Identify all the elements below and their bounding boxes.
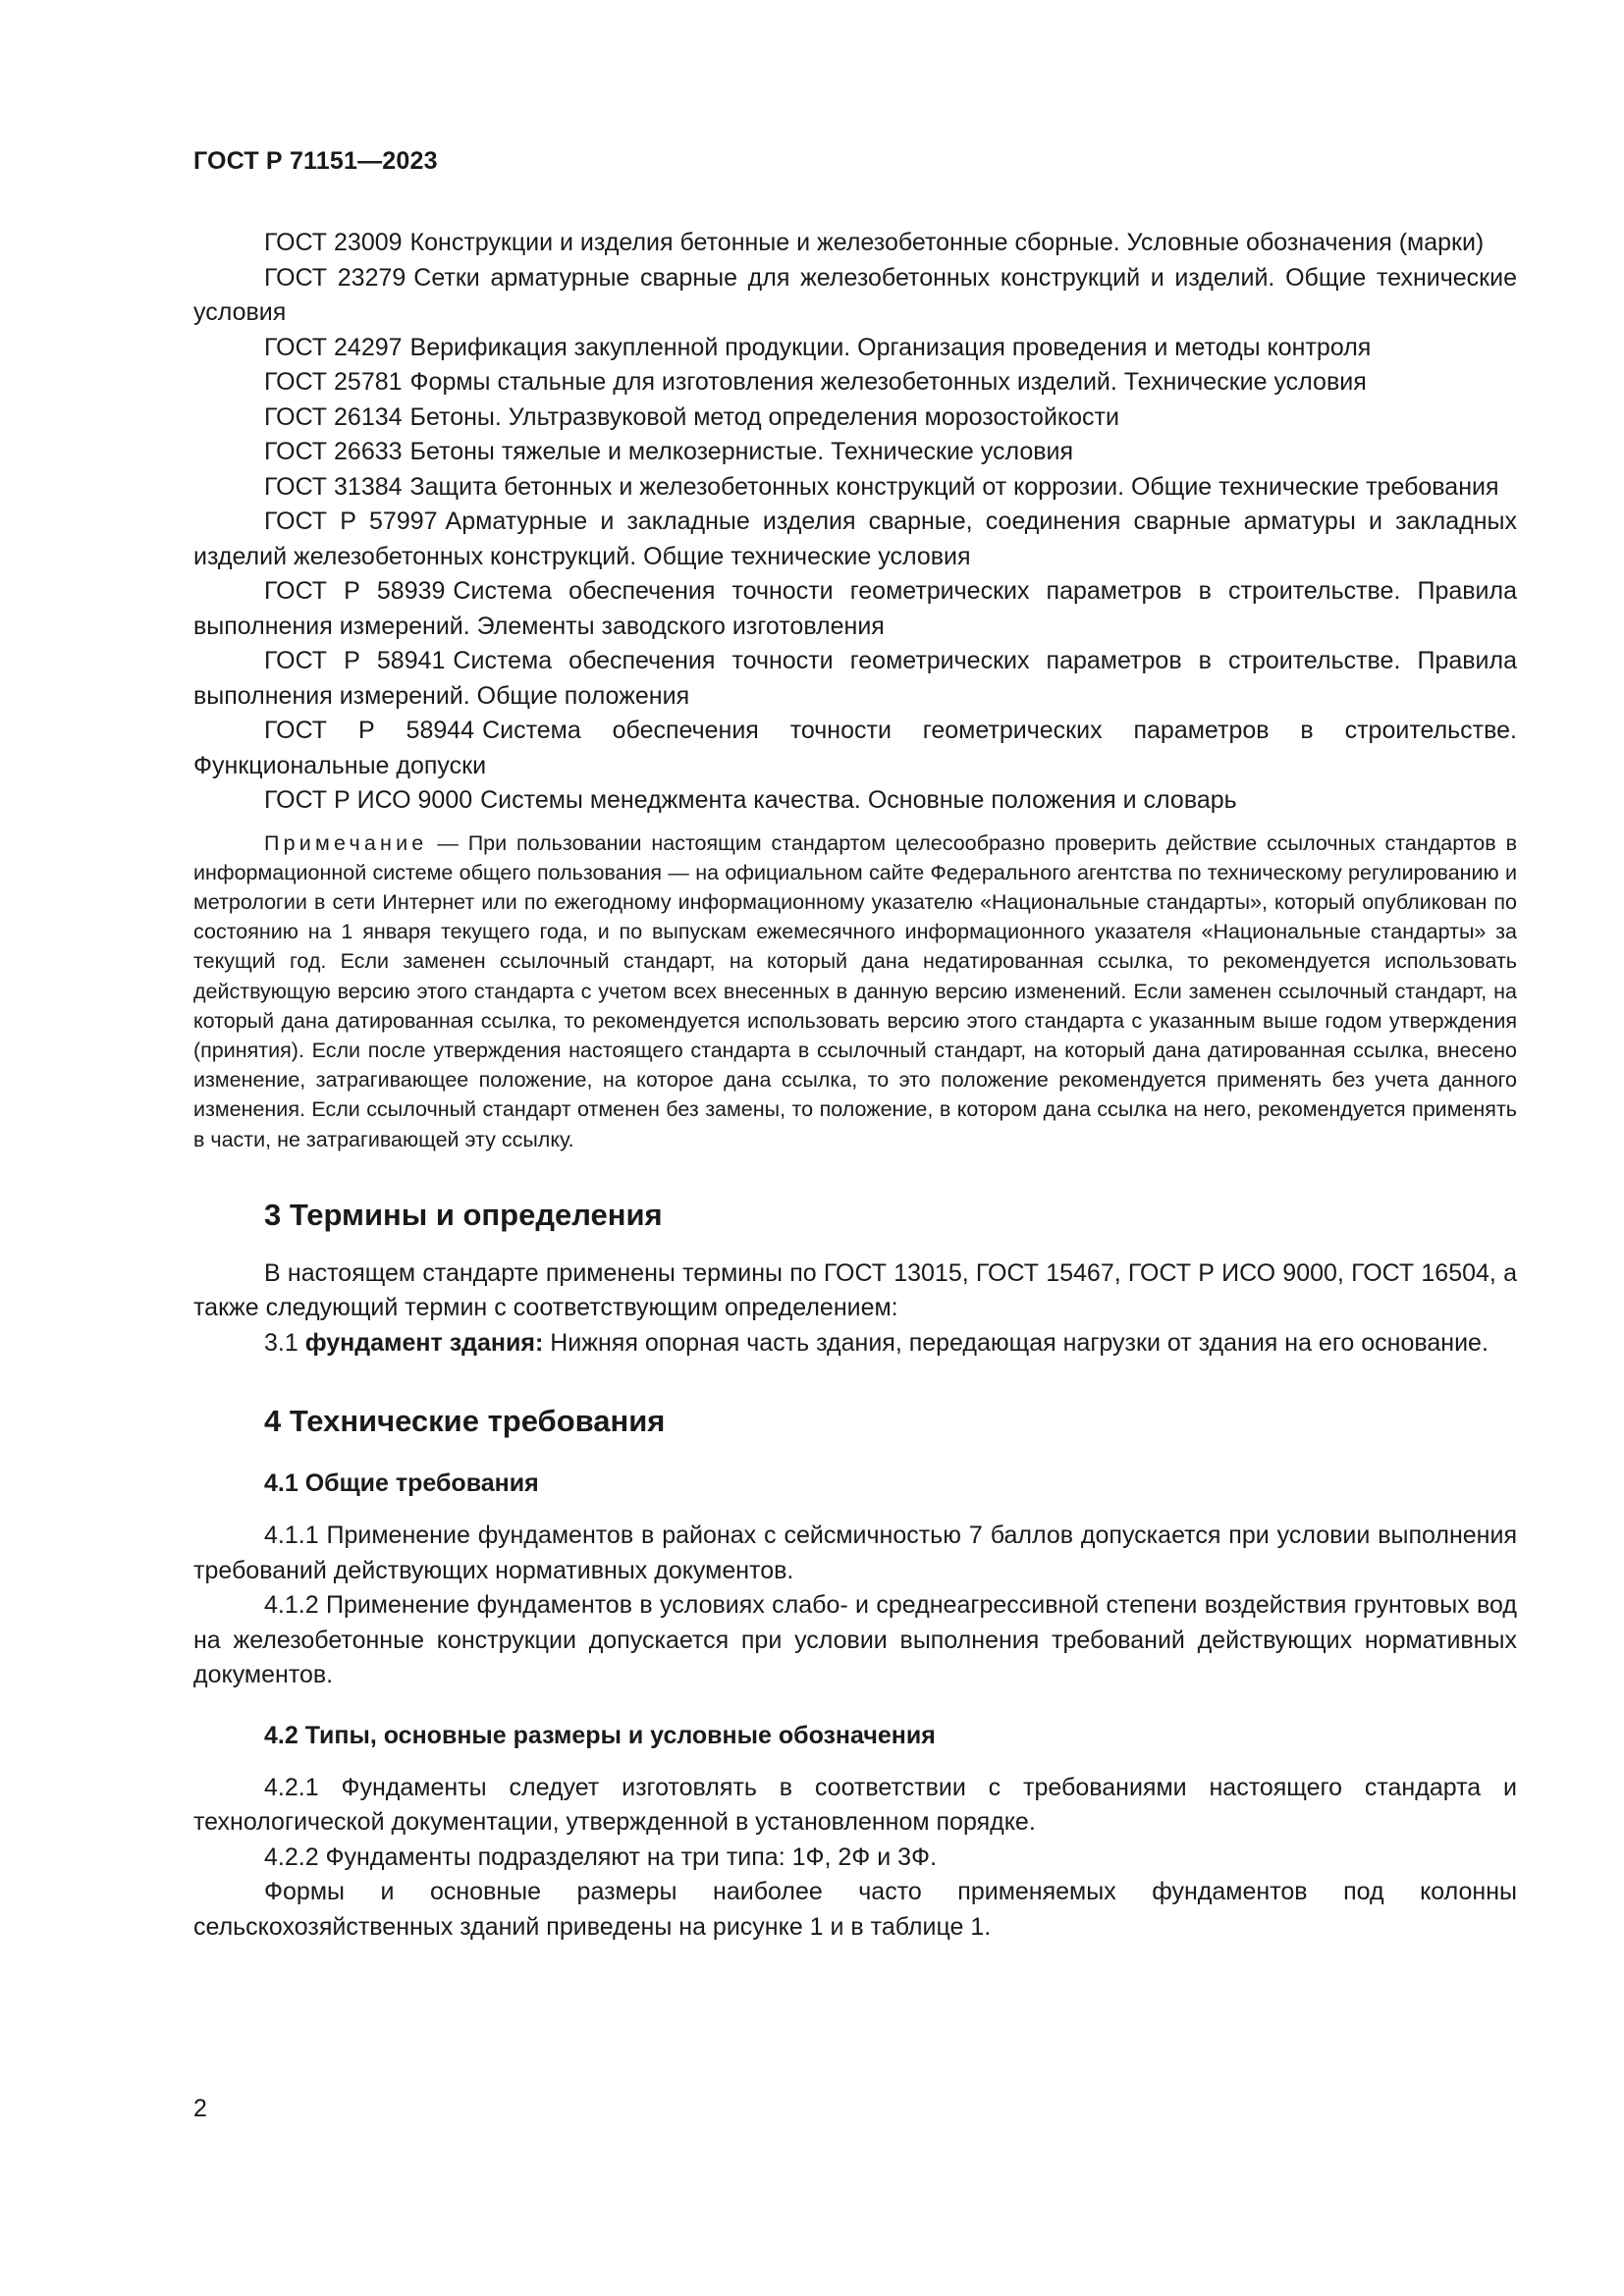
reference-code: ГОСТ 23279: [264, 263, 406, 292]
clause-4-2-2-continued: Формы и основные размеры наиболее часто применяемых фундаментов под колонны сельскохозяйственных зданий приведены на рисунке 1 и в таблице 1.: [193, 1878, 1517, 1941]
reference-item: [193, 470, 1517, 506]
reference-title: Защита бетонных и железобетонных конструкций от коррозии. Общие технические требования: [409, 472, 1499, 501]
subsection-4-2-heading: 4.2 Типы, основные размеры и условные обозначения: [264, 1721, 936, 1749]
reference-title: Бетоны тяжелые и мелкозернистые. Технические условия: [409, 438, 1074, 465]
reference-code: ГОСТ 23009: [264, 229, 403, 256]
reference-code: ГОСТ 24297: [264, 333, 403, 361]
reference-title: Верификация закупленной продукции. Организация проведения и методы контроля: [409, 333, 1372, 361]
reference-code: ГОСТ Р 57997: [264, 507, 438, 535]
section-3-heading: 3 Термины и определения: [264, 1197, 663, 1232]
section-4-heading: 4 Технические требования: [264, 1404, 666, 1439]
reference-title: Система обеспечения точности геометрических параметров в строительстве. Правила выполнения измерений. Элементы заводского изготовления: [193, 577, 1517, 640]
reference-code: ГОСТ 25781: [264, 368, 403, 396]
reference-title: Бетоны. Ультразвуковой метод определения морозостойкости: [409, 402, 1119, 431]
document-code-header: ГОСТ Р 71151—2023: [193, 147, 438, 175]
reference-code: ГОСТ 31384: [264, 472, 403, 501]
term-name: фундамент здания:: [304, 1328, 544, 1357]
clause-4-1-2: 4.1.2 Применение фундаментов в условиях слабо- и среднеагрессивной степени воздействия грунтовых вод на железобетонные конструкции допускается при условии выполнения требований действующих нормативных документов.: [193, 1591, 1517, 1689]
references-list: [193, 226, 1517, 819]
reference-code: ГОСТ 26633: [264, 438, 403, 465]
reference-code: ГОСТ Р 58939: [264, 577, 446, 605]
reference-title: Конструкции и изделия бетонные и железобетонные сборные. Условные обозначения (марки): [409, 229, 1485, 256]
term-number: 3.1: [264, 1328, 305, 1357]
note-label: Примечание: [264, 830, 428, 855]
reference-title: Арматурные и закладные изделия сварные, соединения сварные арматуры и закладных изделий железобетонных конструкций. Общие технические условия: [193, 507, 1517, 570]
reference-title: Сетки арматурные сварные для железобетонных конструкций и изделий. Общие технические условия: [193, 263, 1517, 326]
reference-code: ГОСТ Р ИСО 9000: [264, 786, 473, 814]
reference-item: [193, 261, 1517, 331]
term-definition: [193, 1326, 1517, 1362]
reference-item: [193, 574, 1517, 644]
reference-code: ГОСТ Р 58944: [264, 717, 475, 744]
subsection-4-1-heading: 4.1 Общие требования: [264, 1469, 539, 1498]
reference-item: [193, 365, 1517, 400]
reference-item: [193, 331, 1517, 366]
references-note: [193, 828, 1517, 1154]
reference-title: Системы менеджмента качества. Основные положения и словарь: [480, 786, 1237, 814]
clause-4-2-1: 4.2.1 Фундаменты следует изготовлять в соответствии с требованиями настоящего стандарта и технологической документации, утвержденной в установленном порядке.: [193, 1773, 1517, 1837]
reference-code: ГОСТ 26134: [264, 402, 403, 431]
reference-title: Формы стальные для изготовления железобетонных изделий. Технические условия: [409, 368, 1367, 396]
reference-code: ГОСТ Р 58941: [264, 647, 446, 674]
clause-4-2-2: 4.2.2 Фундаменты подразделяют на три типа: 1Ф, 2Ф и 3Ф.: [264, 1842, 938, 1871]
reference-item: [193, 505, 1517, 574]
reference-item: [193, 644, 1517, 714]
term-text: Нижняя опорная часть здания, передающая нагрузки от здания на его основание.: [543, 1328, 1489, 1357]
reference-item: [193, 226, 1517, 261]
note-text: — При пользовании настоящим стандартом целесообразно проверить действие ссылочных стандартов в информационной системе общего пользования — на официальном сайте Федерального агентства по техническому регулированию и метрологии в сети Интернет или по ежегодному информационному указателю «Национальные стандарты», который опубликован по состоянию на 1 января текущего года, и по выпускам ежемесячного информационного указателя «Национальные стандарты» за текущий год. Если заменен ссылочный стандарт, на который дана недатированная ссылка, то рекомендуется использовать действующую версию этого стандарта с учетом всех внесенных в данную версию изменений. Если заменен ссылочный стандарт, на который дана датированная ссылка, то рекомендуется использовать версию этого стандарта с указанным выше годом утверждения (принятия). Если после утверждения настоящего стандарта в ссылочный стандарт, на который дана датированная ссылка, внесено изменение, затрагивающее положение, на которое дана ссылка, то это положение рекомендуется применять без учета данного изменения. Если ссылочный стандарт отменен без замены, то положение, в котором дана ссылка на него, рекомендуется применять в части, не затрагивающей эту ссылку.: [193, 830, 1517, 1151]
reference-item: [193, 783, 1517, 819]
reference-title: Система обеспечения точности геометрических параметров в строительстве. Правила выполнения измерений. Общие положения: [193, 647, 1517, 710]
page-number: 2: [193, 2095, 207, 2122]
reference-item: [193, 400, 1517, 436]
document-body: [193, 226, 1517, 1945]
reference-item: [193, 435, 1517, 470]
reference-item: [193, 714, 1517, 783]
reference-title: Система обеспечения точности геометрических параметров в строительстве. Функциональные допуски: [193, 717, 1517, 779]
section-3-intro: В настоящем стандарте применены термины по ГОСТ 13015, ГОСТ 15467, ГОСТ Р ИСО 9000, ГОСТ 16504, а также следующий термин с соответствующим определением:: [193, 1258, 1517, 1322]
clause-4-1-1: 4.1.1 Применение фундаментов в районах с сейсмичностью 7 баллов допускается при условии выполнения требований действующих нормативных документов.: [193, 1522, 1517, 1584]
